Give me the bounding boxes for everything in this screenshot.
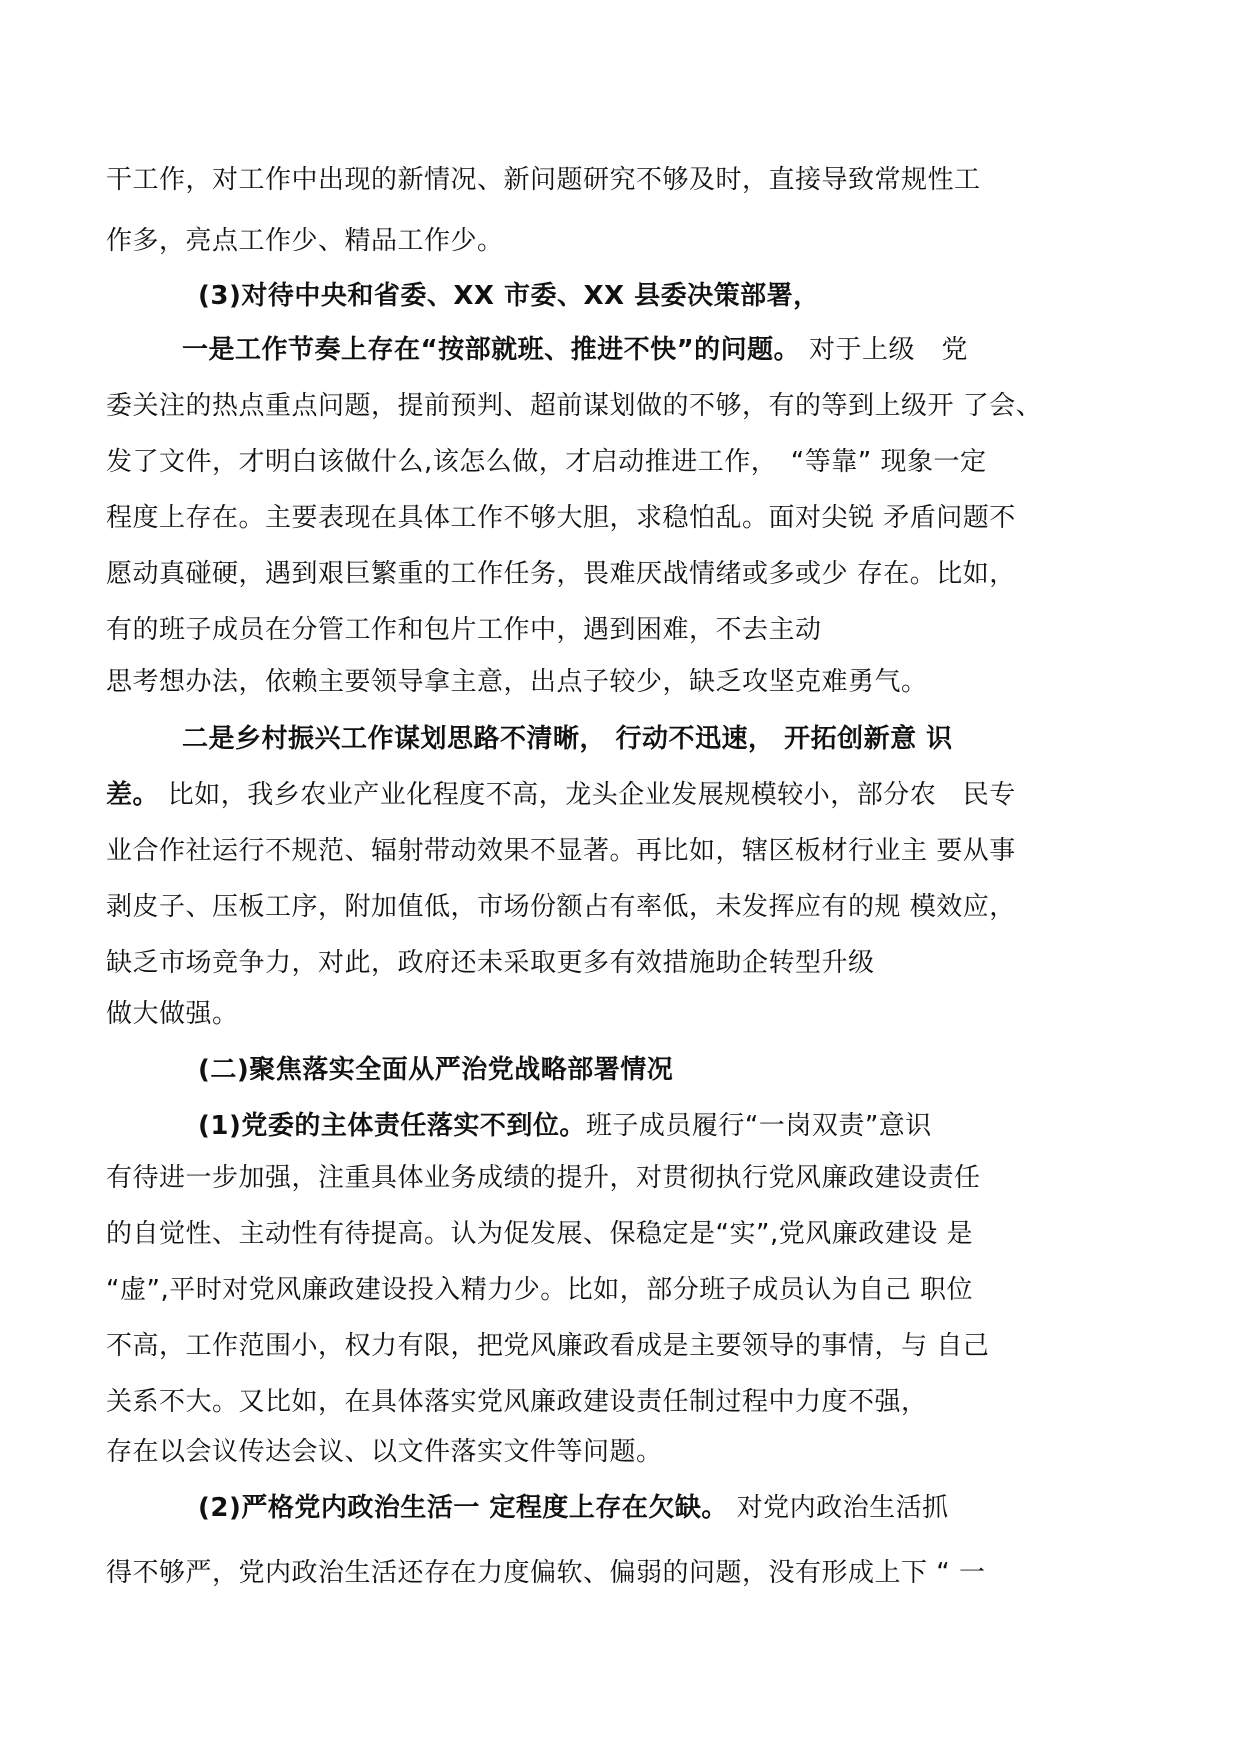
body-line: 干工作，对工作中出现的新情况、新问题研究不够及时，直接导致常规性工 [106, 165, 981, 195]
body-line: 愿动真碰硬，遇到艰巨繁重的工作任务，畏难厌战情绪或多或少 存在。比如， [106, 559, 1016, 589]
paragraph-lead: 二是乡村振兴工作谋划思路不清晰， 行动不迅速， 开拓创新意 识 [182, 724, 953, 754]
bold-lead: (2)严格党内政治生活一 定程度上存在欠缺。 [198, 1493, 728, 1523]
body-line: 委关注的热点重点问题，提前预判、超前谋划做的不够，有的等到上级开 了会、 [106, 391, 1043, 421]
body-line: 发了文件，才明白该做什么,该怎么做，才启动推进工作， “等靠” 现象一定 [106, 447, 987, 477]
body-line: 有待进一步加强，注重具体业务成绩的提升，对贯彻执行党风廉政建设责任 [106, 1163, 981, 1193]
body-line: 做大做强。 [106, 999, 239, 1029]
body-line: 得不够严，党内政治生活还存在力度偏软、偏弱的问题，没有形成上下 “ 一 [106, 1558, 986, 1588]
body-line: 缺乏市场竞争力，对此，政府还未采取更多有效措施助企转型升级 [106, 948, 875, 978]
section-heading: (二)聚焦落实全面从严治党战略部署情况 [198, 1055, 674, 1085]
body-line: 不高，工作范围小，权力有限，把党风廉政看成是主要领导的事情，与 自己 [106, 1331, 990, 1361]
body-text: 班子成员履行“一岗双责”意识 [585, 1111, 932, 1141]
body-line: 的自觉性、主动性有待提高。认为促发展、保稳定是“实”,党风廉政建设 是 [106, 1219, 973, 1249]
body-line: 程度上存在。主要表现在具体工作不够大胆，求稳怕乱。面对尖锐 矛盾问题不 [106, 503, 1016, 533]
body-line: 作多，亮点工作少、精品工作少。 [106, 226, 504, 256]
body-line: “虚”,平时对党风廉政建设投入精力少。比如，部分班子成员认为自己 职位 [106, 1275, 973, 1305]
paragraph-lead [182, 322, 968, 378]
body-text: 对于上级 党 [800, 335, 968, 365]
body-line: 有的班子成员在分管工作和包片工作中，遇到困难，不去主动 [106, 615, 822, 645]
body-text: 对党内政治生活抓 [727, 1493, 949, 1523]
body-line: 关系不大。又比如，在具体落实党风廉政建设责任制过程中力度不强， [106, 1387, 928, 1417]
bold-lead: 一是工作节奏上存在“按部就班、推进不快”的问题。 [182, 335, 801, 365]
paragraph-lead [198, 1480, 949, 1536]
paragraph-lead [198, 1098, 932, 1154]
body-line: 剥皮子、压板工序，附加值低，市场份额占有率低，未发挥应有的规 模效应， [106, 892, 1016, 922]
paragraph-continuation [106, 767, 1016, 823]
bold-lead: (1)党委的主体责任落实不到位。 [198, 1111, 586, 1141]
body-line: 思考想办法，依赖主要领导拿主意，出点子较少，缺乏攻坚克难勇气。 [106, 667, 928, 697]
body-text: 比如，我乡农业产业化程度不高，龙头企业发展规模较小，部分农 民专 [159, 780, 1016, 810]
body-line: 业合作社运行不规范、辐射带动效果不显著。再比如，辖区板材行业主 要从事 [106, 836, 1016, 866]
body-line: 存在以会议传达会议、以文件落实文件等问题。 [106, 1437, 663, 1467]
section-heading: (3)对待中央和省委、XX 市委、XX 县委决策部署， [198, 281, 820, 311]
bold-lead: 差。 [106, 780, 160, 810]
